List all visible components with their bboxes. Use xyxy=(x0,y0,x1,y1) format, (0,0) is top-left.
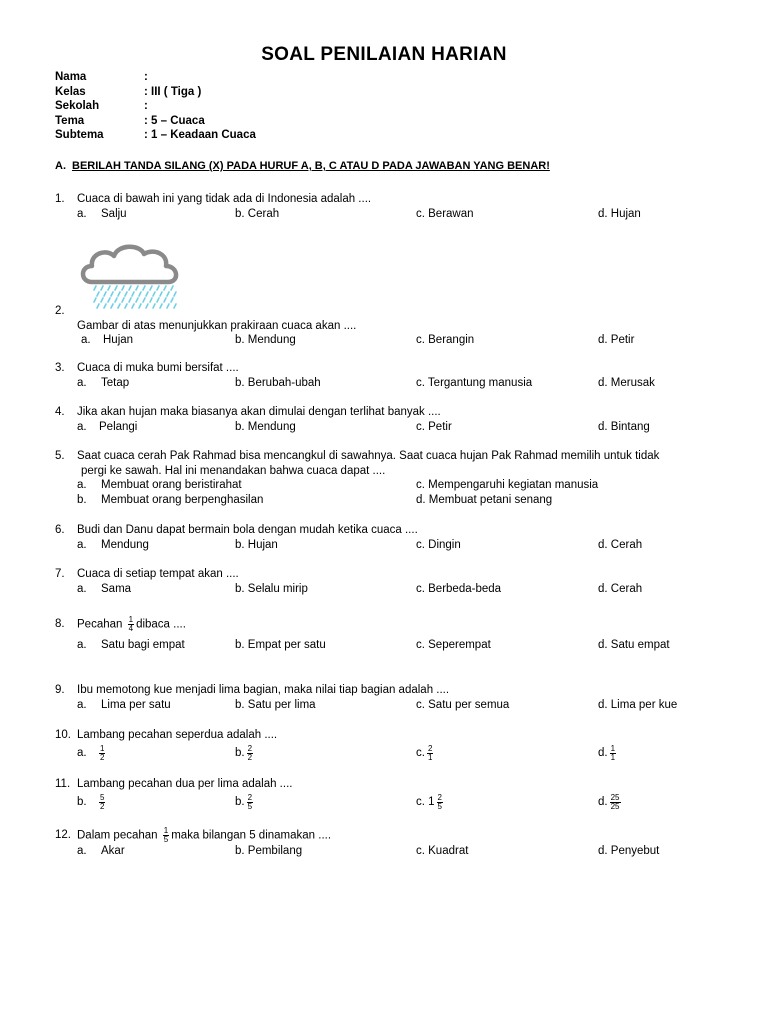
raindrop xyxy=(118,292,120,296)
raindrop xyxy=(94,286,96,290)
question-stem: Cuaca di muka bumi bersifat .... xyxy=(77,362,239,374)
option-d[interactable]: d. Penyebut xyxy=(598,845,660,857)
question-number: 10. xyxy=(55,729,71,741)
raindrop xyxy=(174,292,176,296)
raindrop xyxy=(171,298,173,302)
option-b[interactable]: b. Selalu mirip xyxy=(235,582,308,595)
option-b[interactable]: b. Hujan xyxy=(235,538,278,551)
raindrop xyxy=(108,286,110,290)
option-c[interactable]: c. Kuadrat xyxy=(416,845,469,857)
raindrop xyxy=(146,292,148,296)
fraction: $\frac{1}{4}$ xyxy=(128,614,134,633)
question-number: 9. xyxy=(55,684,65,696)
meta-value: : xyxy=(144,71,148,83)
question-12 xyxy=(55,826,735,859)
option-b[interactable]: b. Cerah xyxy=(235,207,280,220)
option-d[interactable]: d. Satu empat xyxy=(598,639,670,651)
meta-row-subtema xyxy=(55,128,256,143)
question-7 xyxy=(55,567,735,596)
question-number: 7. xyxy=(55,568,65,580)
question-stem: Ibu memotong kue menjadi lima bagian, maka nilai tiap bagian adalah .... xyxy=(77,684,450,696)
raindrop xyxy=(111,292,113,296)
option-c[interactable]: c. Berawan xyxy=(416,207,474,220)
student-info xyxy=(55,70,256,143)
question-stem: Pecahan xyxy=(77,618,123,631)
option-a[interactable]: a. Hujan xyxy=(81,334,134,346)
question-number: 5. xyxy=(55,450,65,462)
option-c[interactable]: c. Mempengaruhi kegiatan manusia xyxy=(416,479,599,491)
option-d[interactable]: d. Hujan xyxy=(598,207,641,220)
question-6 xyxy=(55,523,735,552)
question-4 xyxy=(55,405,735,434)
raindrop xyxy=(115,298,117,302)
meta-label: Nama xyxy=(55,71,87,83)
option-a[interactable]: a. Sama xyxy=(77,582,132,595)
page-title: SOAL PENILAIAN HARIAN xyxy=(261,44,507,65)
option-c[interactable]: c. Seperempat xyxy=(416,639,491,651)
raindrop xyxy=(104,292,106,296)
option-b[interactable]: b. Berubah-ubah xyxy=(235,376,321,389)
option-c[interactable]: c. Petir xyxy=(416,420,452,433)
option-c[interactable]: c. $\frac{2}{1}$ xyxy=(416,743,433,762)
option-d[interactable]: d. Bintang xyxy=(598,420,650,433)
option-a[interactable]: a. Tetap xyxy=(77,376,130,389)
raindrop xyxy=(136,298,138,302)
option-c[interactable]: c. Tergantung manusia xyxy=(416,376,533,389)
option-c[interactable]: c. Berangin xyxy=(416,334,475,346)
option-c[interactable]: c. Satu per semua xyxy=(416,698,510,711)
raindrop xyxy=(167,292,169,296)
question-number: 11. xyxy=(55,778,71,790)
option-d[interactable]: d. Cerah xyxy=(598,582,643,595)
option-d[interactable]: d. Membuat petani senang xyxy=(416,493,553,506)
option-b[interactable]: b. Mendung xyxy=(235,420,296,433)
option-d[interactable]: d. Cerah xyxy=(598,538,643,551)
raindrop xyxy=(108,298,110,302)
question-2 xyxy=(55,304,735,348)
option-a[interactable]: b. $\frac{5}{2}$ xyxy=(77,792,105,811)
meta-value: : 1 – Keadaan Cuaca xyxy=(144,129,256,141)
meta-value: : III ( Tiga ) xyxy=(144,85,202,98)
option-d[interactable]: d. Merusak xyxy=(598,376,655,389)
raindrop xyxy=(136,286,138,290)
raindrop xyxy=(143,286,145,290)
meta-row-kelas xyxy=(55,85,256,100)
raindrop xyxy=(122,286,124,290)
raindrop xyxy=(164,298,166,302)
raindrop xyxy=(94,298,96,302)
question-10 xyxy=(55,728,735,767)
question-1 xyxy=(55,192,735,221)
option-c[interactable]: c. 1 $\frac{2}{5}$ xyxy=(416,792,442,811)
instruction-text: BERILAH TANDA SILANG (X) PADA HURUF A, B, C ATAU D PADA JAWABAN YANG BENAR! xyxy=(72,160,550,172)
question-stem-end: maka bilangan 5 dinamakan .... xyxy=(171,829,332,842)
option-b[interactable]: b. Empat per satu xyxy=(235,639,326,651)
question-stem: Budi dan Danu dapat bermain bola dengan mudah ketika cuaca .... xyxy=(77,524,418,536)
option-a[interactable]: a. Pelangi xyxy=(77,420,138,433)
raindrop xyxy=(164,286,166,290)
meta-row-sekolah xyxy=(55,99,256,114)
question-number: 12. xyxy=(55,828,71,841)
option-b[interactable]: b. $\frac{2}{2}$ xyxy=(235,743,253,762)
raindrop xyxy=(157,286,159,290)
raindrop xyxy=(157,298,159,302)
option-b[interactable]: b. $\frac{2}{5}$ xyxy=(235,792,253,811)
question-stem-continued: pergi ke sawah. Hal ini menandakan bahwa cuaca dapat .... xyxy=(81,464,386,477)
raindrop xyxy=(101,286,103,290)
option-d[interactable]: d. Lima per kue xyxy=(598,698,678,711)
question-stem: Lambang pecahan dua per lima adalah .... xyxy=(77,778,293,790)
question-stem: Saat cuaca cerah Pak Rahmad bisa mencangkul di sawahnya. Saat cuaca hujan Pak Rahmad memilih untuk tidak xyxy=(77,450,660,462)
raindrop xyxy=(97,292,99,296)
option-a[interactable]: a. Akar xyxy=(77,845,125,857)
raindrop xyxy=(129,298,131,302)
question-number: 2. xyxy=(55,305,65,317)
option-a[interactable]: a. Membuat orang beristirahat xyxy=(77,479,242,491)
option-b[interactable]: b. Pembilang xyxy=(235,845,303,857)
question-9 xyxy=(55,683,735,712)
option-a[interactable]: a. Satu bagi empat xyxy=(77,639,185,651)
question-stem: Dalam pecahan xyxy=(77,829,158,842)
meta-label: Tema xyxy=(55,114,85,127)
question-number: 4. xyxy=(55,406,65,418)
question-11 xyxy=(55,777,735,816)
option-b[interactable]: b. Membuat orang berpenghasilan xyxy=(77,493,264,506)
raindrop xyxy=(115,286,117,290)
question-number: 8. xyxy=(55,617,65,630)
section-instruction xyxy=(55,160,550,172)
question-stem: Gambar di atas menunjukkan prakiraan cuaca akan .... xyxy=(77,319,357,332)
question-5 xyxy=(55,449,735,507)
raindrop xyxy=(150,286,152,290)
raindrop xyxy=(139,292,141,296)
raindrop xyxy=(132,292,134,296)
meta-row-tema xyxy=(55,114,256,129)
question-stem: Jika akan hujan maka biasanya akan dimulai dengan terlihat banyak .... xyxy=(77,406,441,418)
option-b[interactable]: b. Mendung xyxy=(235,334,296,346)
raindrop xyxy=(153,292,155,296)
question-number: 1. xyxy=(55,193,65,205)
rain-cloud-icon xyxy=(78,238,186,310)
question-stem: Lambang pecahan seperdua adalah .... xyxy=(77,729,278,741)
option-c[interactable]: c. Berbeda-beda xyxy=(416,582,502,595)
section-letter: A. xyxy=(55,160,66,172)
option-a[interactable]: a. $\frac{1}{2}$ xyxy=(77,743,105,762)
meta-value: : 5 – Cuaca xyxy=(144,114,205,127)
meta-label: Subtema xyxy=(55,129,104,141)
meta-label: Sekolah xyxy=(55,100,100,112)
option-a[interactable]: a. Lima per satu xyxy=(77,698,171,711)
option-b[interactable]: b. Satu per lima xyxy=(235,698,316,711)
raindrop xyxy=(150,298,152,302)
meta-label: Kelas xyxy=(55,85,86,98)
question-stem: Cuaca di setiap tempat akan .... xyxy=(77,568,239,580)
question-number: 6. xyxy=(55,524,65,536)
raindrop xyxy=(171,286,173,290)
fraction: $\frac{1}{5}$ xyxy=(163,825,169,844)
raindrop xyxy=(125,292,127,296)
option-d[interactable]: d. Petir xyxy=(598,334,635,346)
raindrop xyxy=(143,298,145,302)
option-a[interactable]: a. Mendung xyxy=(77,538,149,551)
option-d[interactable]: d. $\frac{25}{25}$ xyxy=(598,792,620,811)
option-d[interactable]: d. $\frac{1}{1}$ xyxy=(598,743,616,762)
meta-value: : xyxy=(144,100,148,112)
raindrop xyxy=(160,292,162,296)
question-stem: Cuaca di bawah ini yang tidak ada di Indonesia adalah .... xyxy=(77,193,372,205)
option-c[interactable]: c. Dingin xyxy=(416,538,461,551)
option-a[interactable]: a. Salju xyxy=(77,207,127,220)
question-3 xyxy=(55,361,735,390)
meta-row-nama xyxy=(55,70,256,85)
question-stem-end: dibaca .... xyxy=(136,618,186,631)
raindrop xyxy=(101,298,103,302)
raindrop xyxy=(122,298,124,302)
question-number: 3. xyxy=(55,362,65,374)
question-8 xyxy=(55,613,735,653)
raindrop xyxy=(129,286,131,290)
